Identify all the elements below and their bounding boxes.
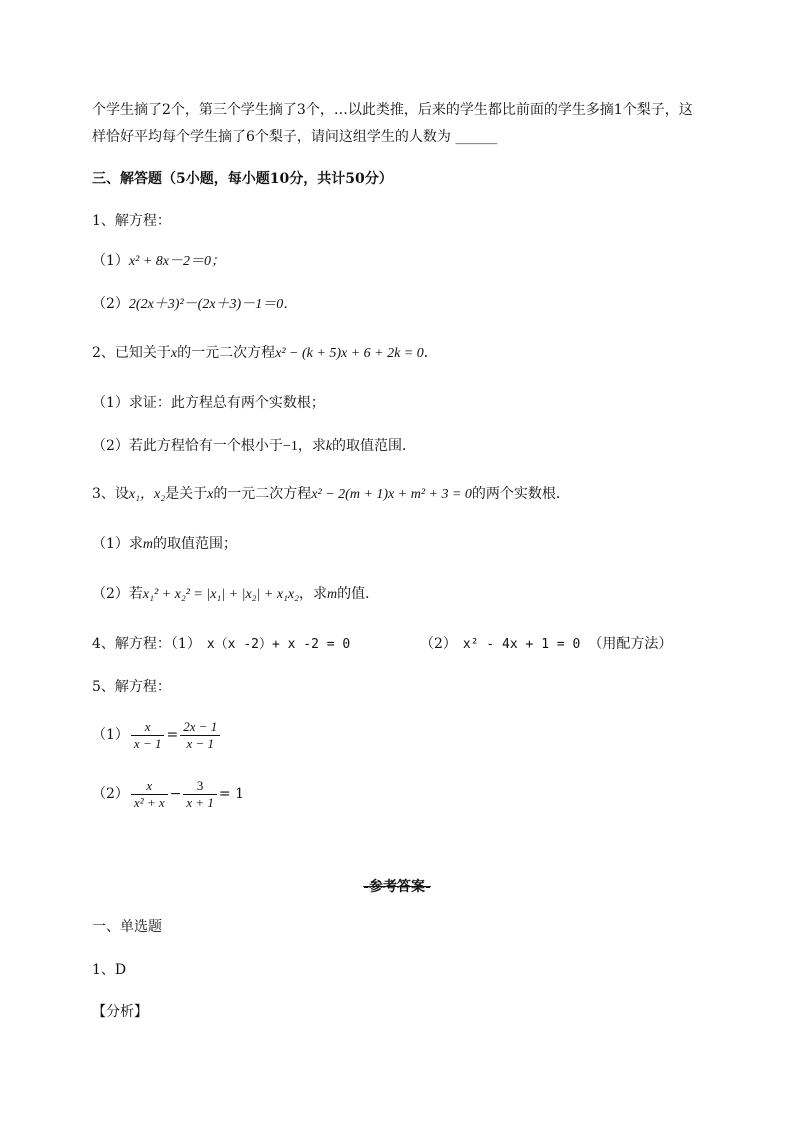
q4-part2-note: （用配方法） [588,636,673,652]
q3-part2-pre: （2）若 [92,586,143,602]
answers-section-1: 一、单选题 [92,919,162,935]
q2-suffix: ． [423,345,438,361]
q1-part1 [92,252,225,271]
q3-suffix: 的两个实数根． [471,486,570,502]
q5-part1-right-fraction: $\frac{2x - 1}{x - 1}$ [180,719,220,752]
q3-equation: x² − 2(m + 1)x + m² + 3 = 0 [311,487,472,502]
q5-part2-equals: = 1 [218,786,245,802]
q5-part1 [92,718,222,752]
q3-part2 [92,585,379,604]
q3-part2-equation: x₁² + x₂² = |x₁| + |x₂| + x₁x₂ [142,587,299,602]
analysis-heading: 【分析】 [92,1004,148,1020]
q2-part2-post: 的取值范围． [332,438,417,454]
q2-part1: （1）求证：此方程总有两个实数根； [92,395,325,411]
q5-part1-left-fraction: $\frac{x}{x - 1}$ [131,719,165,752]
q3-prefix: 3、设 [92,486,129,502]
q1-part1-equation: x² + 8x－2＝0； [128,254,225,269]
q5-part2-right-fraction: $\frac{3}{x + 1}$ [183,778,217,811]
q3-part2-mid: ，求 [299,586,327,602]
q1-part2-label: （2） [92,296,129,312]
q2-part2 [92,437,416,456]
q1-stem: 1、解方程： [92,213,171,229]
intro-line-1: 个学生摘了2个，第三个学生摘了3个，…以此类推，后来的学生都比前面的学生多摘1个梨子，这 [92,102,693,118]
q2-stem [92,344,438,363]
q4-part1-label: （1） [170,636,201,652]
q5-part1-equals: = [166,727,179,743]
q2-part2-pre: （2）若此方程恰有一个根小于 [92,438,283,454]
q4-part1-equation: x（x -2）+ x -2 = 0 [206,637,351,652]
q5-part2-minus: − [169,786,182,802]
q3-middle-2: 的一元二次方程 [213,486,312,502]
q1-part2-equation: 2(2x＋3)²－(2x＋3)－1＝0． [128,297,298,312]
q1-part2 [92,295,297,314]
q3-part1-variable: m [142,537,154,552]
q4-part2-equation: x² - 4x + 1 = 0 [462,637,581,652]
q2-part2-variable: k [325,439,333,454]
q4 [92,635,350,654]
q1-part1-label: （1） [92,253,129,269]
q2-equation: x² − (k + 5)x + 6 + 2k = 0 [275,346,424,361]
q3-variable: x [207,487,214,502]
answer-1: 1、D [92,962,127,978]
q5-part2-label: （2） [92,786,129,802]
q3-middle: 是关于 [165,486,208,502]
q3-stem [92,485,570,504]
q2-middle: 的一元二次方程 [177,345,276,361]
q3-part1-pre: （1）求 [92,536,143,552]
q3-part2-post: 的值． [337,586,380,602]
q2-part2-value: −1 [282,439,298,454]
q5-part2-left-fraction: $\frac{x}{\text{x² + x}}$ [131,778,168,811]
q5-stem: 5、解方程： [92,679,171,695]
q2-part2-mid: ，求 [297,438,326,454]
q3-part1 [92,535,237,554]
q2-prefix: 2、已知关于 [92,345,171,361]
answers-title: -参考答案- [363,879,431,895]
q5-part2 [92,777,244,811]
q3-part1-post: 的取值范围； [153,536,238,552]
q3-roots: x₁，x₂ [128,487,166,502]
q4-part2 [420,635,672,654]
q4-part2-label: （2） [420,636,457,652]
q3-part2-variable: m [327,587,338,602]
q5-part1-label: （1） [92,727,129,743]
section-heading: 三、解答题（5小题，每小题10分，共计50分） [92,171,393,187]
q4-stem: 4、解方程： [92,636,171,652]
q2-variable: x [170,346,178,361]
intro-line-2: 样恰好平均每个学生摘了6个梨子，请问这组学生的人数为 ______ [92,129,498,145]
